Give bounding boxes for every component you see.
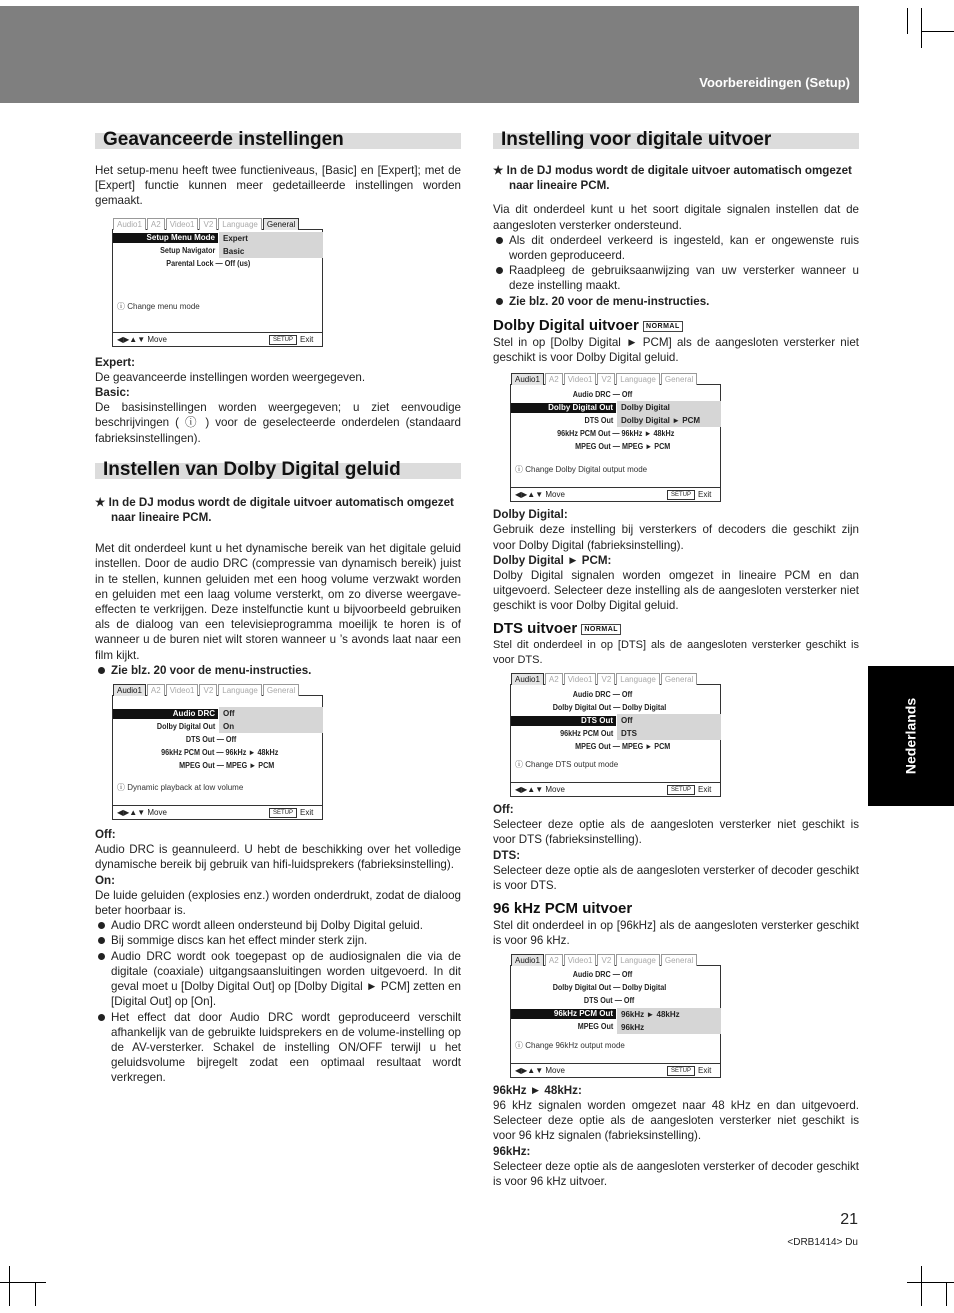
exit-label: Exit	[698, 785, 712, 795]
option-value: Off	[223, 709, 235, 719]
heading-bar	[95, 458, 461, 480]
paragraph: 96 kHz signalen worden omgezet naar 48 kHz en dan uitgevoerd. Selecteer deze optie als de aangesloten versterker niet geschikt is voor 96 kHz signalen (fabrieksinstelling).	[493, 1098, 859, 1143]
subheading	[493, 316, 859, 335]
setup-key: SETUP	[667, 1066, 695, 1076]
tab-language: Language	[218, 684, 262, 696]
option-value: DTS	[621, 729, 637, 739]
move-label: Move	[147, 334, 167, 344]
option-value: 96kHz	[621, 1022, 645, 1032]
menu-hint: ⓘ Change menu mode	[117, 301, 200, 311]
menu-row-label: 96kHz PCM Out — 96kHz ► 48kHz	[557, 428, 675, 438]
paragraph: Via dit onderdeel kunt u het soort digitale signalen instellen dat de aangesloten versterker ondersteund.	[493, 203, 859, 232]
option-value: Expert	[223, 233, 248, 243]
setup-key: SETUP	[667, 490, 695, 500]
move-label: Move	[545, 490, 565, 500]
bullet: Als dit onderdeel verkeerd is ingesteld, kan er ongewenste ruis worden geproduceerd.	[493, 233, 859, 263]
paragraph: Stel in op [Dolby Digital ► PCM] als de aangesloten versterker niet geschikt is voor Dolby Digital geluid.	[493, 335, 859, 365]
option-box	[617, 1008, 721, 1034]
tab-audio1: Audio1	[511, 373, 544, 385]
exit-label: Exit	[300, 334, 314, 344]
menu-footer	[511, 782, 720, 796]
crop-mark	[0, 1282, 46, 1283]
paragraph: Gebruik deze instelling bij versterkers of decoders die geschikt zijn voor Dolby Digital (fabrieksinstelling).	[493, 523, 859, 552]
term: Basic:	[95, 386, 130, 400]
menu-row-label: Setup Navigator	[160, 246, 216, 256]
menu-hint-text: Change menu mode	[127, 301, 200, 311]
tab-v2: V2	[199, 684, 217, 696]
tab-audio1: Audio1	[511, 673, 544, 685]
tab-video1: Video1	[166, 684, 199, 696]
menu-row	[113, 746, 322, 759]
star-note: ★ In de DJ modus wordt de digitale uitvoer automatisch omgezet naar lineaire PCM.	[493, 164, 852, 193]
option-value: 96kHz ► 48kHz	[621, 1009, 680, 1019]
menu-row-label: DTS Out	[511, 716, 616, 726]
menu-footer	[511, 1063, 720, 1077]
normal-mode-badge: NORMAL	[581, 624, 621, 635]
menu-row-label: Parental Lock — Off (us)	[166, 259, 251, 269]
menu-hint-text: Change DTS output mode	[525, 760, 619, 770]
tab-general: General	[661, 954, 697, 966]
normal-mode-badge: NORMAL	[643, 321, 683, 332]
arrow-keys-icon: ◀▶▲▼	[515, 785, 544, 795]
heading-bar	[95, 129, 461, 150]
term: Off:	[493, 803, 514, 817]
dts-menu	[510, 675, 721, 797]
bullet: Audio DRC wordt ook toegepast op de audiosignalen die via de digitale (coaxiale) uitgangsaansluitingen worden uitgevoerd. In dit geval moet u [Dolby Digital Out] op [Dolby Digital ► PCM] zetten en [Digital Out] op [On].	[95, 949, 461, 1010]
menu-hint-text: Change Dolby Digital output mode	[525, 465, 648, 475]
tab-video1: Video1	[564, 673, 597, 685]
section-title: Voorbereidingen (Setup)	[699, 75, 850, 90]
term: On:	[95, 873, 115, 887]
menu-row-label: MPEG Out — MPEG ► PCM	[179, 760, 275, 770]
crop-mark	[921, 31, 954, 32]
paragraph: De basisinstellingen worden weergegeven; u ziet eenvoudige beschrijvingen ( ⓘ ) voor de geselecteerde onderdelen (standaard fabrieksinstellingen).	[95, 401, 461, 445]
tab-video1: Video1	[564, 373, 597, 385]
menu-row-label: 96kHz PCM Out	[560, 728, 614, 738]
menu-hint: ⓘ Change DTS output mode	[515, 760, 619, 770]
menu-row	[113, 759, 322, 772]
paragraph: Selecteer deze optie als de aangesloten versterker of decoder geschikt is voor DTS.	[493, 863, 859, 893]
setup-menu	[112, 219, 323, 347]
paragraph: Met dit onderdeel kunt u het dynamische bereik van het digitale geluid instellen. Door de audio DRC (compressie van dynamisch bereik) juist in te stellen, kunnen geluiden met een hoog volume verzwakt worden en geluiden met een laag volume versterkt, om zo diverse weergave-effecten te verkrijgen. Deze instelfunctie kunt u bijvoorbeeld gebruiken als de dialoog van een televisieprogramma moeilijk te horen is of wanneer u de buren niet wilt storen wanneer u ’s avonds laat naar een film kijkt.	[95, 542, 461, 662]
tab-v2: V2	[597, 373, 615, 385]
dolby-digital-menu	[510, 375, 721, 502]
pcm-96khz-menu	[510, 955, 721, 1078]
arrow-keys-icon: ◀▶▲▼	[515, 490, 544, 500]
menu-row-label: Setup Menu Mode	[113, 233, 218, 243]
menu-tabs	[511, 673, 698, 685]
section-heading: Instellen van Dolby Digital geluid	[103, 458, 401, 480]
menu-tabs	[511, 373, 698, 385]
move-label: Move	[545, 785, 565, 795]
audio-drc-menu	[112, 686, 323, 820]
menu-row-label: Audio DRC	[113, 709, 218, 719]
subheading	[493, 619, 859, 638]
star-note-text: In de DJ modus wordt de digitale uitvoer automatisch omgezet naar lineaire PCM.	[108, 495, 454, 525]
subheading-text: DTS uitvoer	[493, 619, 578, 637]
tab-v2: V2	[597, 673, 615, 685]
tab-general: General	[661, 373, 697, 385]
arrow-keys-icon: ◀▶▲▼	[117, 808, 146, 818]
menu-row-label: Audio DRC — Off	[572, 970, 633, 980]
paragraph: Selecteer deze optie als de aangesloten versterker of decoder geschikt is voor 96 kHz uitvoer.	[493, 1159, 859, 1188]
paragraph: Stel dit onderdeel in op [DTS] als de aangesloten versterker geschikt is voor DTS.	[493, 638, 859, 666]
option-value: Off	[621, 716, 633, 726]
menu-row-label: MPEG Out — MPEG ► PCM	[575, 741, 671, 751]
tab-audio1: Audio1	[113, 684, 146, 696]
menu-row	[511, 740, 720, 753]
move-label: Move	[147, 808, 167, 818]
tab-video1: Video1	[166, 218, 199, 230]
option-box	[617, 714, 721, 740]
tab-a2: A2	[147, 218, 165, 230]
section-heading: Geavanceerde instellingen	[103, 129, 344, 150]
menu-footer	[511, 487, 720, 501]
bullet: Zie blz. 20 voor de menu-instructies.	[95, 663, 461, 678]
tab-general: General	[661, 673, 697, 685]
crop-mark	[921, 1266, 922, 1306]
tab-audio1: Audio1	[113, 218, 146, 230]
crop-mark	[921, 8, 922, 48]
crop-mark	[946, 1282, 947, 1306]
tab-general: General	[263, 684, 299, 696]
tab-language: Language	[616, 373, 660, 385]
tab-v2: V2	[199, 218, 217, 230]
language-tab	[868, 666, 954, 806]
heading-bar	[493, 129, 859, 150]
menu-row-label: Dolby Digital Out — Dolby Digital	[552, 983, 667, 993]
setup-key: SETUP	[269, 335, 297, 345]
tab-a2: A2	[545, 954, 563, 966]
term: Off:	[95, 828, 116, 842]
option-value: Dolby Digital	[621, 403, 670, 413]
menu-tabs	[113, 684, 300, 696]
crop-mark	[907, 8, 908, 34]
crop-mark	[9, 1266, 10, 1306]
menu-row	[113, 258, 322, 271]
tab-video1: Video1	[564, 954, 597, 966]
menu-row-label: Audio DRC — Off	[572, 689, 633, 699]
subheading-text: Dolby Digital uitvoer	[493, 316, 639, 334]
menu-row-label: Audio DRC — Off	[572, 389, 633, 399]
exit-label: Exit	[300, 808, 314, 818]
menu-row-label: MPEG Out	[577, 1022, 614, 1032]
menu-row	[511, 688, 720, 701]
option-box	[617, 401, 721, 427]
document-code: <DRB1414> Du	[787, 1237, 858, 1248]
option-box	[219, 232, 323, 258]
term: Expert:	[95, 355, 135, 369]
menu-tabs	[511, 954, 698, 966]
bullet: Zie blz. 20 voor de menu-instructies.	[493, 294, 859, 309]
arrow-keys-icon: ◀▶▲▼	[117, 334, 146, 344]
option-value: Dolby Digital ► PCM	[621, 416, 701, 426]
term: Dolby Digital:	[493, 508, 568, 522]
paragraph: Stel dit onderdeel in op [96kHz] als de aangesloten versterker geschikt is voor 96 kHz.	[493, 919, 859, 948]
menu-row	[511, 427, 720, 440]
left-column	[95, 93, 461, 1086]
paragraph: De geavanceerde instellingen worden weergegeven.	[95, 370, 366, 384]
menu-row-label: 96kHz PCM Out	[511, 1009, 616, 1019]
menu-footer	[113, 332, 322, 346]
menu-hint: ⓘ Dynamic playback at low volume	[117, 783, 244, 793]
menu-footer	[113, 805, 322, 819]
option-value: Basic	[223, 246, 245, 256]
menu-hint-text: Dynamic playback at low volume	[127, 783, 244, 793]
menu-row-label: DTS Out — Off	[583, 996, 635, 1006]
crop-mark	[35, 1282, 36, 1306]
menu-row-label: Dolby Digital Out — Dolby Digital	[552, 702, 667, 712]
tab-general: General	[263, 218, 299, 230]
menu-tabs	[113, 218, 300, 230]
tab-audio1: Audio1	[511, 954, 544, 966]
menu-row	[113, 733, 322, 746]
menu-hint-text: Change 96kHz output mode	[525, 1040, 625, 1050]
menu-row-label: Dolby Digital Out	[156, 721, 216, 731]
menu-row-label: 96kHz PCM Out — 96kHz ► 48kHz	[161, 747, 279, 757]
tab-a2: A2	[545, 373, 563, 385]
option-value: On	[223, 722, 235, 732]
menu-row-label: Dolby Digital Out	[511, 403, 616, 413]
menu-hint: ⓘ Change 96kHz output mode	[515, 1040, 625, 1050]
paragraph: Selecteer deze optie als de aangesloten versterker niet geschikt is voor DTS (fabrieksinstelling).	[493, 818, 859, 847]
bullet: Het effect dat door Audio DRC wordt geproduceerd verschilt afhankelijk van de gebruikte luidsprekers en de volume-instelling op de AV-versterker. Schakel de instelling ON/OFF terwijl u het geluidsvolume bijregelt zodat een optimaal resultaat wordt verkregen.	[95, 1010, 461, 1086]
setup-key: SETUP	[667, 785, 695, 795]
menu-row	[511, 969, 720, 982]
right-column	[493, 93, 859, 1189]
arrow-keys-icon: ◀▶▲▼	[515, 1065, 544, 1075]
bullet: Raadpleeg de gebruiksaanwijzing van uw versterker wanneer u deze instelling maakt.	[493, 263, 859, 293]
exit-label: Exit	[698, 1065, 712, 1075]
tab-language: Language	[616, 673, 660, 685]
section-heading: Instelling voor digitale uitvoer	[501, 129, 772, 150]
term: DTS:	[493, 848, 521, 862]
menu-hint: ⓘ Change Dolby Digital output mode	[515, 465, 648, 475]
term: 96kHz ► 48kHz:	[493, 1083, 582, 1097]
term: 96kHz:	[493, 1144, 531, 1158]
menu-row	[511, 701, 720, 714]
menu-row-label: MPEG Out — MPEG ► PCM	[575, 441, 671, 451]
tab-v2: V2	[597, 954, 615, 966]
star-note: ★ In de DJ modus wordt de digitale uitvoer automatisch omgezet naar lineaire PCM.	[95, 495, 454, 525]
menu-row	[511, 440, 720, 453]
setup-key: SETUP	[269, 808, 297, 818]
language-tab-label: Nederlands	[902, 697, 919, 775]
paragraph: Het setup-menu heeft twee functieniveaus, [Basic] en [Expert]; met de [Expert] functie kunnen meer gedetailleerde instellingen worden gemaakt.	[95, 164, 461, 208]
paragraph: Audio DRC is geannuleerd. U hebt de beschikking over het volledige dynamische bereik bij gebruik van hifi-luidsprekers (fabrieksinstelling).	[95, 843, 461, 872]
term: Dolby Digital ► PCM:	[493, 553, 612, 567]
menu-row-label: DTS Out — Off	[185, 734, 237, 744]
paragraph: De luide geluiden (explosies enz.) worden onderdrukt, zodat de dialoog beter hoorbaar is.	[95, 888, 461, 918]
option-box	[219, 707, 323, 733]
tab-a2: A2	[147, 684, 165, 696]
menu-row	[511, 995, 720, 1008]
menu-row-label: DTS Out	[584, 415, 614, 425]
star-note-text: In de DJ modus wordt de digitale uitvoer automatisch omgezet naar lineaire PCM.	[506, 164, 852, 193]
menu-row	[511, 388, 720, 401]
menu-row	[511, 982, 720, 995]
subheading: 96 kHz PCM uitvoer	[493, 900, 633, 918]
page-number: 21	[840, 1211, 858, 1228]
move-label: Move	[545, 1065, 565, 1075]
tab-a2: A2	[545, 673, 563, 685]
tab-language: Language	[616, 954, 660, 966]
paragraph: Dolby Digital signalen worden omgezet in lineaire PCM en dan uitgevoerd. Selecteer deze instelling als de aangesloten versterker niet geschikt is voor Dolby Digital geluid.	[493, 569, 859, 613]
bullet: Audio DRC wordt alleen ondersteund bij Dolby Digital geluid.	[95, 918, 461, 933]
tab-language: Language	[218, 218, 262, 230]
exit-label: Exit	[698, 490, 712, 500]
bullet: Bij sommige discs kan het effect minder sterk zijn.	[95, 933, 461, 948]
